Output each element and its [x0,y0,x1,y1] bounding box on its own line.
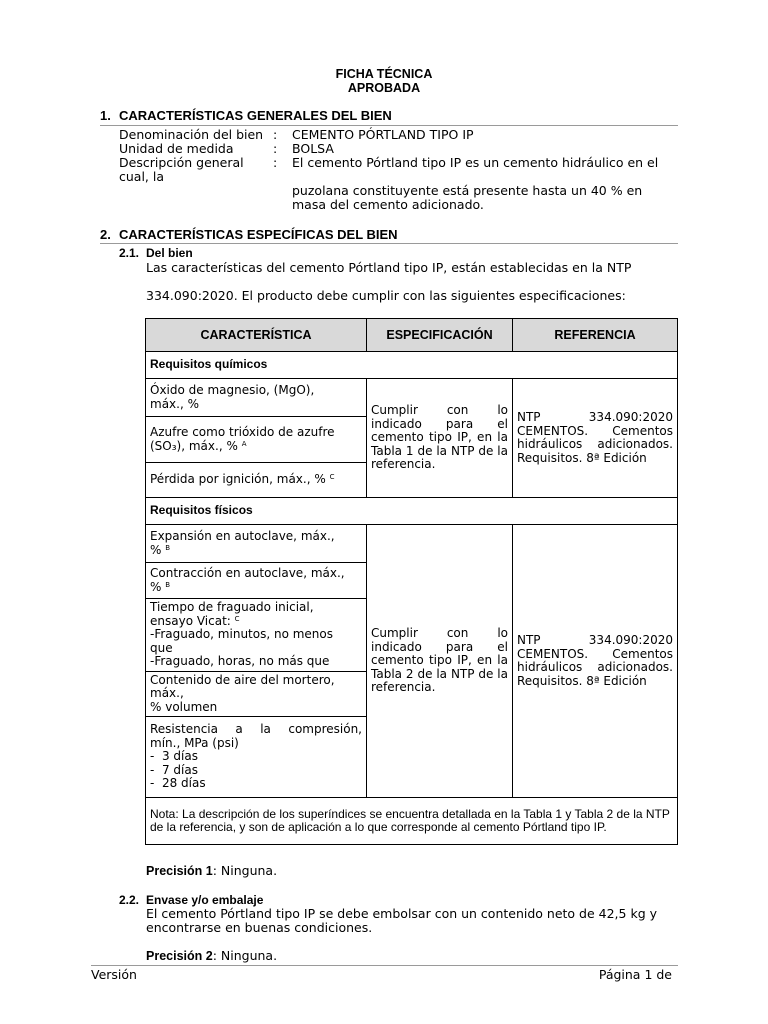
col-header-especificacion: ESPECIFICACIÓN [367,319,513,352]
char-line: Resistencia a la compresión, [150,722,362,737]
section-1-number: 1. [100,108,111,123]
subsection-2-1-line2: 334.090:2020. El producto debe cumplir con las siguientes especificaciones: [146,288,626,303]
superscript: A [241,439,247,448]
subsection-2-2-number: 2.2. [119,893,140,907]
group-title-quimicos: Requisitos químicos [146,352,678,379]
subsection-2-2-heading: Envase y/o embalaje [146,893,264,907]
subsection-2-2-line2: encontrarse en buenas condiciones. [146,920,373,935]
footer-version: Versión [91,967,137,982]
note-row [146,798,678,845]
row-label-descripcion: Descripción general [119,155,244,170]
doc-title-line1: FICHA TÉCNICA [335,67,433,81]
char-line: máx., % [150,396,199,411]
char-line: - 7 días [150,762,198,777]
section-2-number: 2. [100,227,111,242]
char-line: -Fraguado, horas, no más que [150,654,330,669]
precision-2-label: Precisión 2 [146,949,213,963]
group-row-fisicos [146,498,678,525]
row-value-denominacion: CEMENTO PÓRTLAND TIPO IP [292,127,474,142]
row-value-descripcion-cont2: masa del cemento adicionado. [292,197,484,212]
char-cell-fraguado [146,599,367,672]
section-1-title: CARACTERÍSTICAS GENERALES DEL BIEN [119,108,392,123]
row-sep: : [273,155,278,170]
char-line: % $^B$ [150,542,171,557]
char-line: -Fraguado, minutos, no menos [150,627,334,642]
row-label-unidad: Unidad de medida [119,141,234,156]
precision-1-text: : Ninguna. [212,863,278,878]
section-1-heading [100,108,392,123]
char-cell-mgo [146,379,367,417]
section-2-title: CARACTERÍSTICAS ESPECÍFICAS DEL BIEN [119,227,398,242]
row-label-descripcion-cont: cual, la [119,169,165,184]
subsection-2-1-number: 2.1. [119,246,140,260]
char-line: - 3 días [150,749,198,764]
char-line: (SO₃), máx., % $^A$ [150,438,247,453]
char-cell-contraccion [146,563,367,599]
row-value-unidad: BOLSA [292,141,334,156]
precision-2-text: : Ninguna. [212,948,278,963]
subsection-2-1-line1: Las características del cemento Pórtland tipo IP, están establecidas en la NTP [146,260,632,275]
char-cell-expansion [146,525,367,563]
char-cell-resistencia [146,717,367,798]
superscript: B [165,580,171,589]
col-header-caracteristica: CARACTERÍSTICA [146,319,367,352]
footer-page: Página 1 de [598,967,672,982]
subsection-2-2-line1: El cemento Pórtland tipo IP se debe embolsar con un contenido neto de 42,5 kg y [146,906,657,921]
char-line: Óxido de magnesio, (MgO), [150,383,315,397]
spec-cell-fisicos: Cumplir con lo indicado para el cemento tipo IP, en la Tabla 2 de la NTP de la referencia. [367,525,513,798]
ref-cell-quimicos: NTP 334.090:2020 CEMENTOS. Cementos hidráulicos adicionados. Requisitos. 8ª Edición [513,379,678,498]
superscript: C [234,614,240,623]
row-sep: : [273,127,278,142]
char-line: Pérdida por ignición, máx., % $^C$ [150,472,335,487]
char-line: - 28 días [150,776,206,791]
table-header-row [146,319,678,352]
footer-rule [91,965,678,966]
char-line: Expansión en autoclave, máx., [150,529,335,543]
precision-1 [146,864,277,878]
row-sep: : [273,141,278,156]
char-line: ensayo Vicat: $^C$ [150,613,240,628]
char-cell-aire [146,672,367,717]
char-line: que [150,640,173,655]
char-line: % $^B$ [150,579,171,594]
char-line: mín., MPa (psi) [150,735,239,750]
section-1-rule [100,125,678,126]
spec-cell-quimicos: Cumplir con lo indicado para el cemento tipo IP, en la Tabla 1 de la NTP de la referencia. [367,379,513,498]
subsection-2-1-heading: Del bien [146,246,193,260]
doc-title-line2: APROBADA [347,81,421,95]
ref-cell-fisicos: NTP 334.090:2020 CEMENTOS. Cementos hidráulicos adicionados. Requisitos. 8ª Edición [513,525,678,798]
char-cell-so3 [146,417,367,463]
table-note: Nota: La descripción de los superíndices se encuentra detallada en la Tabla 1 y Tabla 2 de la NTP de la referencia, y son de aplicación a lo que corresponde al cemento Pórtland tipo IP. [146,798,678,845]
spec-table [145,318,678,845]
char-line: Contenido de aire del mortero, [150,672,335,687]
col-header-referencia: REFERENCIA [513,319,678,352]
char-line: Azufre como trióxido de azufre [150,425,335,439]
row-value-descripcion: El cemento Pórtland tipo IP es un cemento hidráulico en el [292,155,659,170]
char-line: Contracción en autoclave, máx., [150,566,345,580]
char-line: máx., [150,686,184,701]
group-row-quimicos [146,352,678,379]
section-2-heading [100,227,398,242]
group-title-fisicos: Requisitos físicos [146,498,678,525]
superscript: B [165,543,171,552]
section-2-rule [100,243,678,244]
table-row [146,379,678,417]
precision-1-label: Precisión 1 [146,864,213,878]
char-cell-ignicion [146,463,367,498]
row-value-descripcion-cont1: puzolana constituyente está presente hasta un 40 % en [292,183,643,198]
char-line: % volumen [150,699,218,714]
char-line: Tiempo de fraguado inicial, [150,600,314,615]
precision-2 [146,949,277,963]
table-row [146,525,678,563]
superscript: C [329,473,335,482]
row-label-denominacion: Denominación del bien [119,127,264,142]
